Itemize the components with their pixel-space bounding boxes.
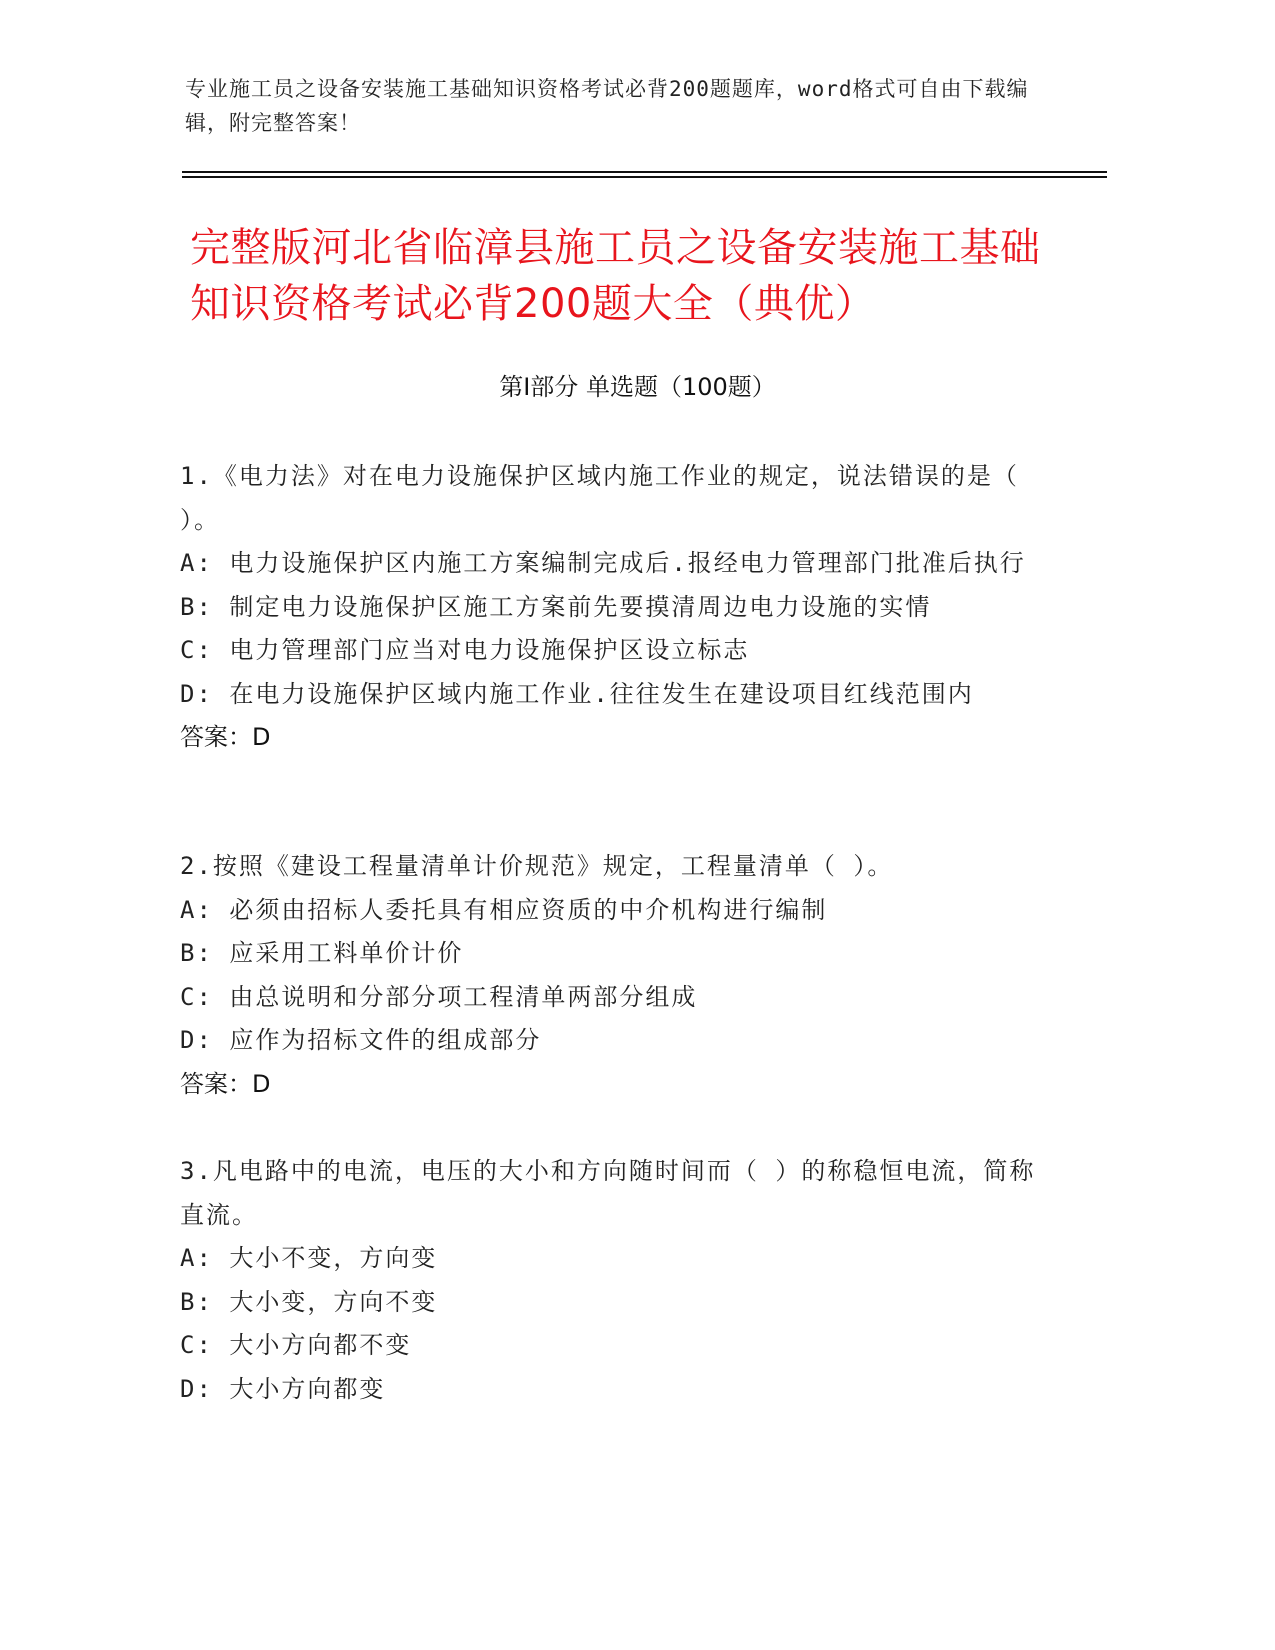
header-divider-top: [182, 171, 1107, 173]
option-c: C: 由总说明和分部分项工程清单两部分组成: [180, 982, 698, 1011]
question-stem: 1.《电力法》对在电力设施保护区域内施工作业的规定，说法错误的是（ ）。: [180, 462, 1019, 534]
answer: 答案：D: [180, 1069, 271, 1098]
option-d: D: 应作为招标文件的组成部分: [180, 1026, 542, 1054]
question-stem: 3.凡电路中的电流，电压的大小和方向随时间而（ ）的称稳恒电流，简称直流。: [180, 1157, 1036, 1229]
option-b: B: 大小变，方向不变: [180, 1287, 438, 1316]
option-d: D: 大小方向都变: [180, 1374, 386, 1403]
header-divider-bottom: [182, 176, 1107, 178]
answer: 答案：D: [180, 723, 271, 751]
option-c: C: 电力管理部门应当对电力设施保护区设立标志: [180, 636, 750, 664]
option-a: A: 必须由招标人委托具有相应资质的中介机构进行编制: [180, 895, 828, 924]
question-1: [180, 455, 1040, 760]
question-stem: 2.按照《建设工程量清单计价规范》规定，工程量清单（ ）。: [180, 852, 894, 880]
option-d: D: 在电力设施保护区域内施工作业.往往发生在建设项目红线范围内: [180, 679, 974, 708]
option-a: A: 电力设施保护区内施工方案编制完成后.报经电力管理部门批准后执行: [180, 549, 1026, 577]
section-title: 第Ⅰ部分 单选题（100题）: [499, 373, 776, 401]
option-c: C: 大小方向都不变: [180, 1331, 412, 1359]
header-note: 专业施工员之设备安装施工基础知识资格考试必背200题题库，word格式可自由下载编辑，附完整答案！: [185, 77, 1029, 135]
option-a: A: 大小不变，方向变: [180, 1244, 438, 1272]
document-title: 完整版河北省临漳县施工员之设备安装施工基础知识资格考试必背200题大全（典优）: [190, 225, 1041, 327]
question-3: [180, 1150, 1040, 1411]
option-b: B: 制定电力设施保护区施工方案前先要摸清周边电力设施的实情: [180, 592, 932, 621]
option-b: B: 应采用工料单价计价: [180, 939, 464, 967]
question-2: [180, 845, 1040, 1106]
